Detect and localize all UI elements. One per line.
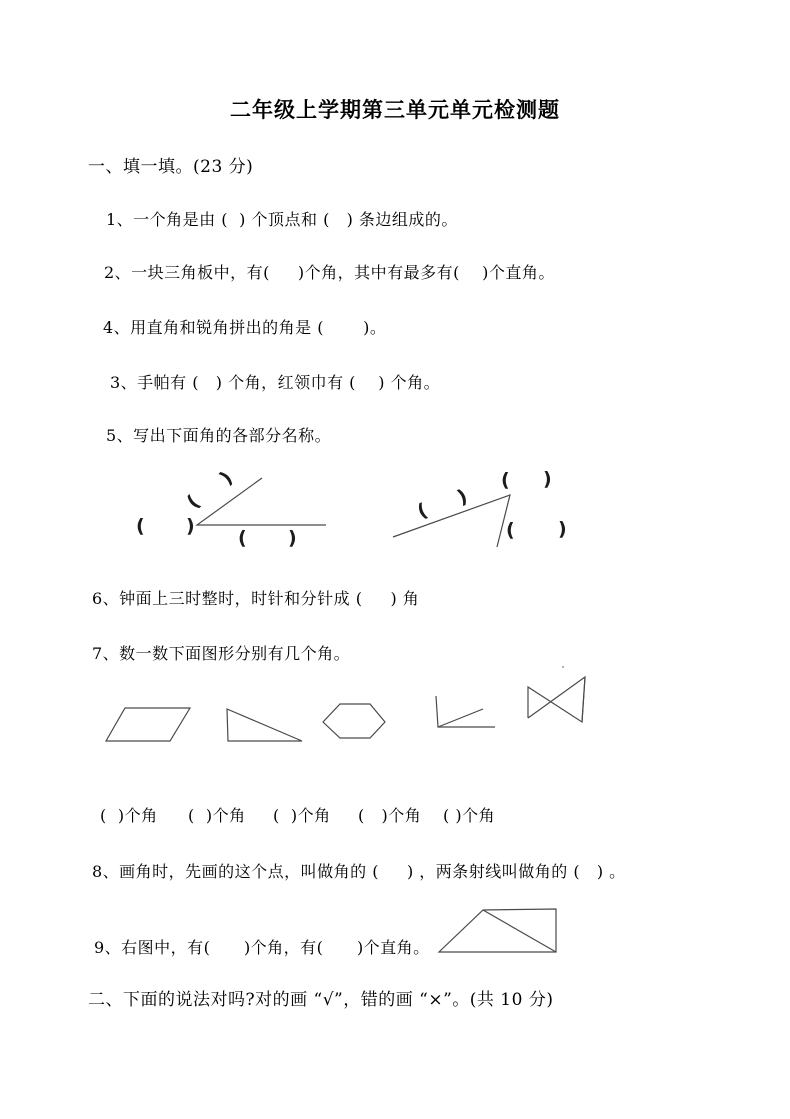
q5-right-side-paren-open: ( — [506, 519, 515, 541]
count-blank-5: ( )个角 — [443, 806, 496, 825]
question-6: 6、钟面上三时整时，时针和分针成 ( ) 角 — [92, 589, 420, 608]
trapezoid-diagonal — [483, 910, 556, 952]
question-4: 4、用直角和锐角拼出的角是 ( )。 — [103, 318, 387, 337]
trapezoid-shape — [439, 909, 556, 952]
q5-left-bottom-paren-open: ( — [238, 527, 247, 549]
question-3: 3、手帕有 ( ) 个角，红领巾有 ( ) 个角。 — [110, 373, 441, 392]
count-blank-3: ( )个角 — [273, 806, 331, 825]
q5-left-bottom-paren-close: ) — [288, 527, 297, 549]
hexagon-shape — [323, 704, 385, 738]
count-blank-1: ( )个角 — [100, 806, 158, 825]
triangle-shape — [227, 709, 302, 741]
q5-left-vertex-paren-close: ) — [186, 515, 195, 537]
angle-shape — [436, 696, 495, 727]
shapes-row-figure — [95, 665, 605, 755]
question-1: 1、一个角是由 ( ) 个顶点和 ( ) 条边组成的。 — [106, 210, 458, 229]
count-blank-4: ( )个角 — [358, 806, 422, 825]
q5-left-edge-paren-open: ( — [182, 491, 205, 513]
trapezoid-figure — [435, 905, 565, 960]
section1-heading: 一、填一填。(23 分) — [88, 157, 254, 177]
parallelogram-shape — [106, 708, 190, 741]
question-8: 8、画角时，先画的这个点，叫做角的 ( ) ，两条射线叫做角的 ( ) 。 — [92, 862, 626, 881]
q5-right-side-paren-close: ) — [558, 518, 567, 540]
q5-left-edge-paren-close: ) — [215, 467, 238, 489]
question-7: 7、数一数下面图形分别有几个角。 — [92, 644, 351, 663]
question-5: 5、写出下面角的各部分名称。 — [106, 426, 332, 445]
bowtie-right-edge — [582, 677, 585, 722]
count-blank-2: ( )个角 — [188, 806, 246, 825]
question-9: 9、右图中，有( )个角，有( )个直角。 — [94, 938, 430, 957]
bowtie-shape — [528, 677, 585, 722]
page-title: 二年级上学期第三单元单元检测题 — [230, 97, 560, 122]
q5-right-edge-paren-close: ) — [454, 485, 471, 509]
q5-right-top-paren-open: ( — [501, 469, 510, 491]
angle-shape-ray — [438, 709, 483, 727]
angle-diagrams-figure — [130, 465, 590, 560]
section2-heading: 二、下面的说法对吗?对的画 “√”，错的画 “×”。(共 10 分) — [88, 990, 554, 1010]
q5-left-vertex-paren-open: ( — [136, 515, 145, 537]
scan-speck — [562, 666, 564, 668]
right-angle-lines — [393, 495, 510, 547]
q5-right-top-paren-close: ) — [543, 468, 552, 490]
question-2: 2、一块三角板中，有( )个角，其中有最多有( )个直角。 — [104, 263, 555, 282]
q5-right-edge-paren-open: ( — [414, 499, 431, 523]
left-angle-lines — [197, 478, 326, 525]
